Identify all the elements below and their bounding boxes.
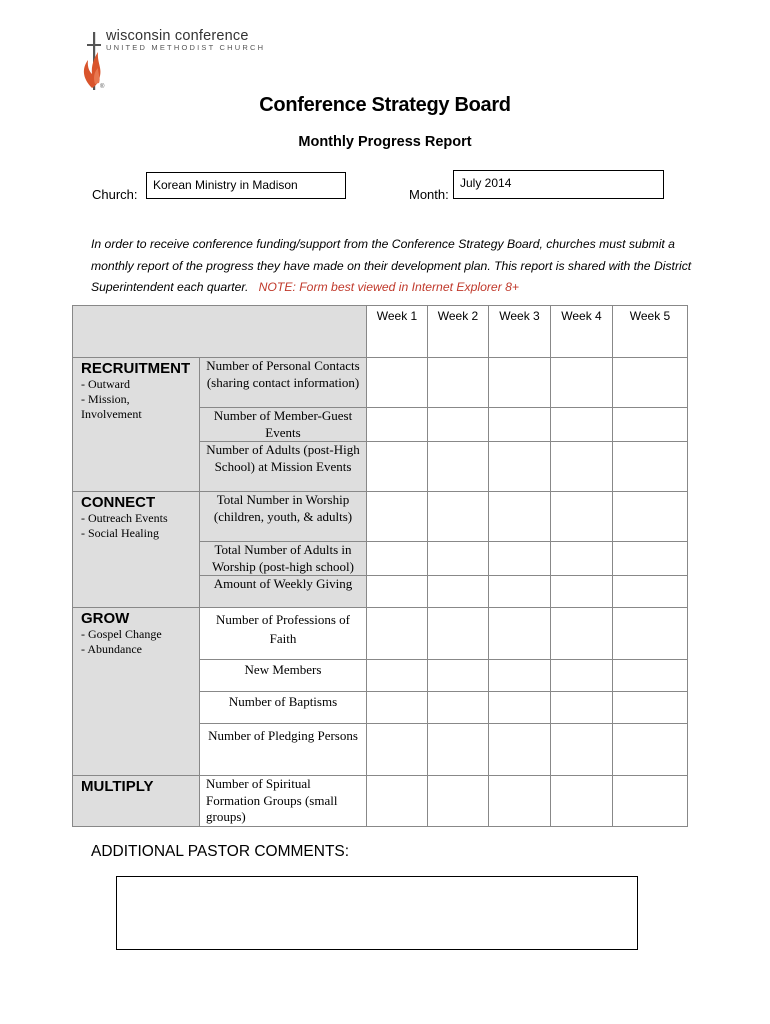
week-header: Week 2 — [428, 306, 489, 358]
table-header-row — [73, 306, 688, 358]
section-item: - Outward — [81, 377, 130, 391]
input-cell[interactable] — [551, 542, 613, 576]
metric-label: Amount of Weekly Giving — [200, 576, 367, 608]
input-cell[interactable] — [428, 576, 489, 608]
progress-table — [72, 305, 688, 827]
week-header: Week 4 — [551, 306, 613, 358]
input-cell[interactable] — [428, 492, 489, 542]
page-subtitle: Monthly Progress Report — [298, 134, 472, 150]
input-cell[interactable] — [613, 660, 688, 692]
input-cell[interactable] — [367, 776, 428, 827]
section-items — [73, 511, 199, 541]
section-title: RECRUITMENT — [81, 360, 191, 377]
metric-label: Number of Pledging Persons — [200, 724, 367, 776]
input-cell[interactable] — [551, 358, 613, 408]
section-item: - Outreach Events — [81, 511, 168, 525]
month-field[interactable]: July 2014 — [453, 170, 664, 199]
input-cell[interactable] — [428, 408, 489, 442]
intro-text: In order to receive conference funding/support from the Conference Strategy Board, churches must submit a monthly report of the progress they have made on their development plan. This report is shared with the District Superintendent each quarter. — [91, 237, 692, 294]
church-field[interactable]: Korean Ministry in Madison — [146, 172, 346, 199]
input-cell[interactable] — [428, 660, 489, 692]
input-cell[interactable] — [367, 442, 428, 492]
input-cell[interactable] — [428, 724, 489, 776]
input-cell[interactable] — [367, 608, 428, 660]
section-cell-recruitment — [73, 358, 200, 492]
page-title: Conference Strategy Board — [259, 94, 511, 116]
input-cell[interactable] — [551, 442, 613, 492]
section-cell-multiply — [73, 776, 200, 827]
input-cell[interactable] — [551, 492, 613, 542]
input-cell[interactable] — [489, 724, 551, 776]
input-cell[interactable] — [428, 608, 489, 660]
input-cell[interactable] — [613, 492, 688, 542]
intro-note: NOTE: Form best viewed in Internet Explorer 8+ — [258, 280, 520, 294]
input-cell[interactable] — [613, 724, 688, 776]
church-label: Church: — [92, 187, 138, 202]
input-cell[interactable] — [613, 608, 688, 660]
metric-label: Total Number in Worship (children, youth, & adults) — [200, 492, 367, 542]
input-cell[interactable] — [613, 542, 688, 576]
comments-textarea[interactable] — [116, 876, 638, 950]
input-cell[interactable] — [428, 692, 489, 724]
metric-label: Number of Baptisms — [200, 692, 367, 724]
input-cell[interactable] — [551, 724, 613, 776]
section-item: - Gospel Change — [81, 627, 162, 641]
input-cell[interactable] — [613, 776, 688, 827]
month-label: Month: — [409, 187, 449, 202]
input-cell[interactable] — [613, 408, 688, 442]
input-cell[interactable] — [428, 358, 489, 408]
section-item: - Abundance — [81, 642, 142, 656]
input-cell[interactable] — [428, 442, 489, 492]
section-title: GROW — [81, 610, 130, 627]
section-cell-connect — [73, 492, 200, 608]
week-header: Week 5 — [613, 306, 688, 358]
input-cell[interactable] — [367, 724, 428, 776]
metric-label: Number of Member-Guest Events — [200, 408, 367, 442]
table-row — [73, 608, 688, 660]
input-cell[interactable] — [551, 408, 613, 442]
input-cell[interactable] — [489, 608, 551, 660]
input-cell[interactable] — [613, 358, 688, 408]
input-cell[interactable] — [489, 576, 551, 608]
input-cell[interactable] — [428, 776, 489, 827]
input-cell[interactable] — [367, 576, 428, 608]
logo-name: wisconsin conference — [106, 28, 249, 44]
input-cell[interactable] — [367, 660, 428, 692]
input-cell[interactable] — [613, 442, 688, 492]
metric-label: New Members — [200, 660, 367, 692]
input-cell[interactable] — [367, 692, 428, 724]
input-cell[interactable] — [367, 408, 428, 442]
input-cell[interactable] — [551, 692, 613, 724]
input-cell[interactable] — [489, 692, 551, 724]
input-cell[interactable] — [489, 358, 551, 408]
input-cell[interactable] — [551, 660, 613, 692]
input-cell[interactable] — [551, 576, 613, 608]
input-cell[interactable] — [613, 692, 688, 724]
section-items — [73, 377, 199, 422]
section-cell-grow — [73, 608, 200, 776]
header-blank-cell — [73, 306, 367, 358]
table-row — [73, 492, 688, 542]
input-cell[interactable] — [367, 358, 428, 408]
input-cell[interactable] — [428, 542, 489, 576]
metric-label: Total Number of Adults in Worship (post-high school) — [200, 542, 367, 576]
input-cell[interactable] — [489, 542, 551, 576]
table-row — [73, 358, 688, 408]
metric-label: Number of Professions of Faith — [200, 608, 367, 660]
input-cell[interactable] — [613, 576, 688, 608]
metric-label: Number of Personal Contacts (sharing contact information) — [200, 358, 367, 408]
input-cell[interactable] — [489, 492, 551, 542]
section-title: MULTIPLY — [81, 778, 154, 795]
section-item: - Social Healing — [81, 526, 159, 540]
metric-label: Number of Adults (post-High School) at Mission Events — [200, 442, 367, 492]
input-cell[interactable] — [489, 442, 551, 492]
metric-label: Number of Spiritual Formation Groups (small groups) — [200, 776, 367, 827]
input-cell[interactable] — [551, 608, 613, 660]
input-cell[interactable] — [367, 542, 428, 576]
week-header: Week 1 — [367, 306, 428, 358]
table-row — [73, 776, 688, 827]
input-cell[interactable] — [367, 492, 428, 542]
input-cell[interactable] — [489, 408, 551, 442]
section-title: CONNECT — [81, 494, 156, 511]
week-header: Week 3 — [489, 306, 551, 358]
comments-label: ADDITIONAL PASTOR COMMENTS: — [91, 843, 350, 860]
logo-subtitle: UNITED METHODIST CHURCH — [106, 43, 266, 52]
conference-logo — [80, 28, 280, 98]
section-item: - Mission, Involvement — [81, 392, 142, 421]
intro-paragraph — [91, 234, 701, 299]
registered-mark: ® — [100, 84, 105, 90]
input-cell[interactable] — [551, 776, 613, 827]
input-cell[interactable] — [489, 660, 551, 692]
input-cell[interactable] — [489, 776, 551, 827]
section-items — [73, 627, 199, 657]
